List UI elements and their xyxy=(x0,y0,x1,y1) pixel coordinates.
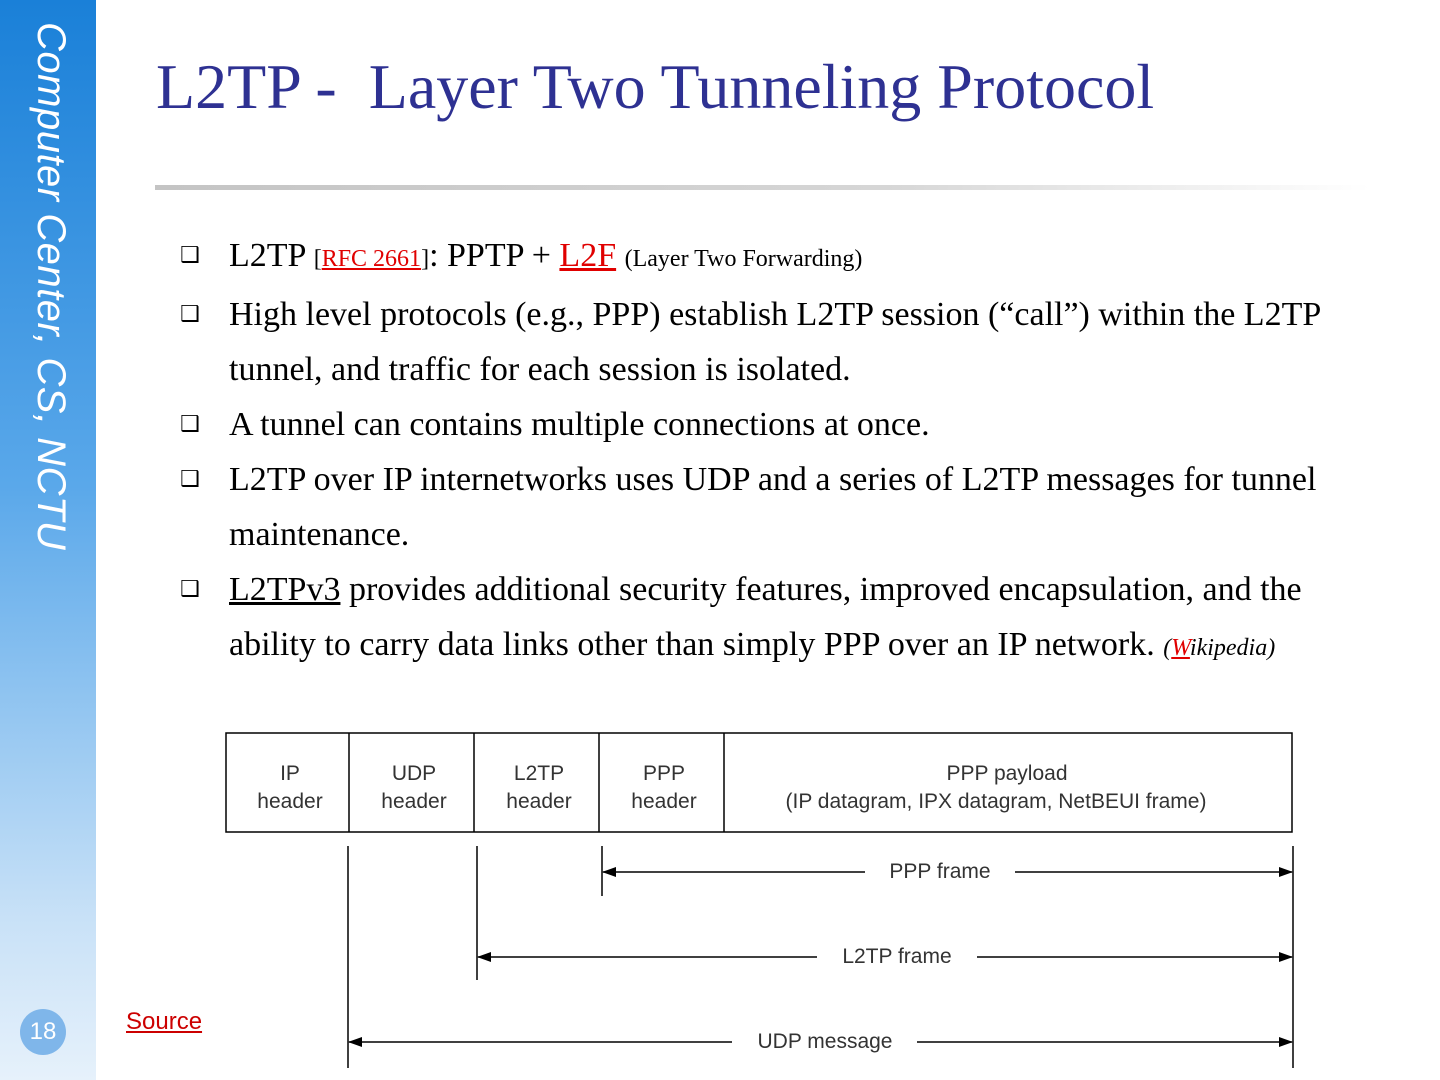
checkbox-bullet-icon: ❑ xyxy=(180,243,200,268)
bracket-open: [ xyxy=(313,246,322,272)
wikipedia-citation xyxy=(1163,635,1275,661)
bullet-item xyxy=(180,452,1380,562)
checkbox-bullet-icon: ❑ xyxy=(180,302,200,327)
checkbox-bullet-icon: ❑ xyxy=(180,412,200,437)
slide-title: L2TP - Layer Two Tunneling Protocol xyxy=(156,51,1155,122)
l2f-expansion: (Layer Two Forwarding) xyxy=(624,246,863,272)
ip-header-label-2: header xyxy=(257,790,323,813)
udp-header-label-1: UDP xyxy=(391,762,437,785)
bullet-item xyxy=(180,228,1380,287)
bullet-text: L2TP over IP internetworks uses UDP and a series of L2TP messages for tunnel maintenance. xyxy=(229,461,1317,553)
ppp-header-label-2: header xyxy=(631,790,697,813)
checkbox-bullet-icon: ❑ xyxy=(180,467,200,492)
title-divider xyxy=(155,185,1370,190)
source-link[interactable]: Source xyxy=(126,1008,203,1035)
sidebar-vertical-text: Computer Center, CS, NCTU xyxy=(29,22,73,551)
bullet-text: A tunnel can contains multiple connections at once. xyxy=(229,406,930,443)
wikipedia-link[interactable]: W xyxy=(1171,635,1190,661)
udp-message-label: UDP message xyxy=(757,1030,893,1053)
bullet-text: : PPTP + xyxy=(429,237,560,274)
bullet-list xyxy=(180,228,1380,676)
ip-header-label-1: IP xyxy=(280,762,300,785)
bullet-item xyxy=(180,562,1380,676)
ppp-header-label-1: PPP xyxy=(642,762,686,785)
ppp-frame-label: PPP frame xyxy=(889,860,991,883)
udp-header-label-2: header xyxy=(381,790,447,813)
bullet-text: L2TP xyxy=(229,237,314,274)
bullet-text: High level protocols (e.g., PPP) establish L2TP session (“call”) within the L2TP tunnel, and traffic for each session is isolated. xyxy=(229,296,1320,388)
bullet-item xyxy=(180,397,1380,452)
l2tp-header-label-1: L2TP xyxy=(513,762,565,785)
l2tp-packet-diagram xyxy=(220,728,1310,1073)
l2tp-header-label-2: header xyxy=(506,790,572,813)
page-number-badge: 18 xyxy=(20,1009,66,1055)
spacer-text xyxy=(616,237,625,274)
l2f-link[interactable]: L2F xyxy=(559,237,617,274)
checkbox-bullet-icon: ❑ xyxy=(180,577,200,602)
ppp-payload-label-1: PPP payload xyxy=(946,762,1068,785)
ppp-payload-label-2: (IP datagram, IPX datagram, NetBEUI frame) xyxy=(785,790,1207,813)
l2tpv3-link[interactable]: L2TPv3 xyxy=(229,571,341,608)
bullet-item xyxy=(180,287,1380,397)
sidebar-band xyxy=(0,0,96,1080)
packet-header-outline xyxy=(226,733,1292,832)
cite-rest: ikipedia) xyxy=(1189,635,1276,661)
l2tp-frame-label: L2TP frame xyxy=(842,945,952,968)
bullet-text: provides additional security features, improved encapsulation, and the ability to carry data links other than simply PPP over an IP network. xyxy=(229,571,1302,663)
bracket-close: ] xyxy=(421,246,430,272)
cite-open: ( xyxy=(1163,635,1172,661)
rfc-2661-link[interactable]: RFC 2661 xyxy=(321,246,422,272)
